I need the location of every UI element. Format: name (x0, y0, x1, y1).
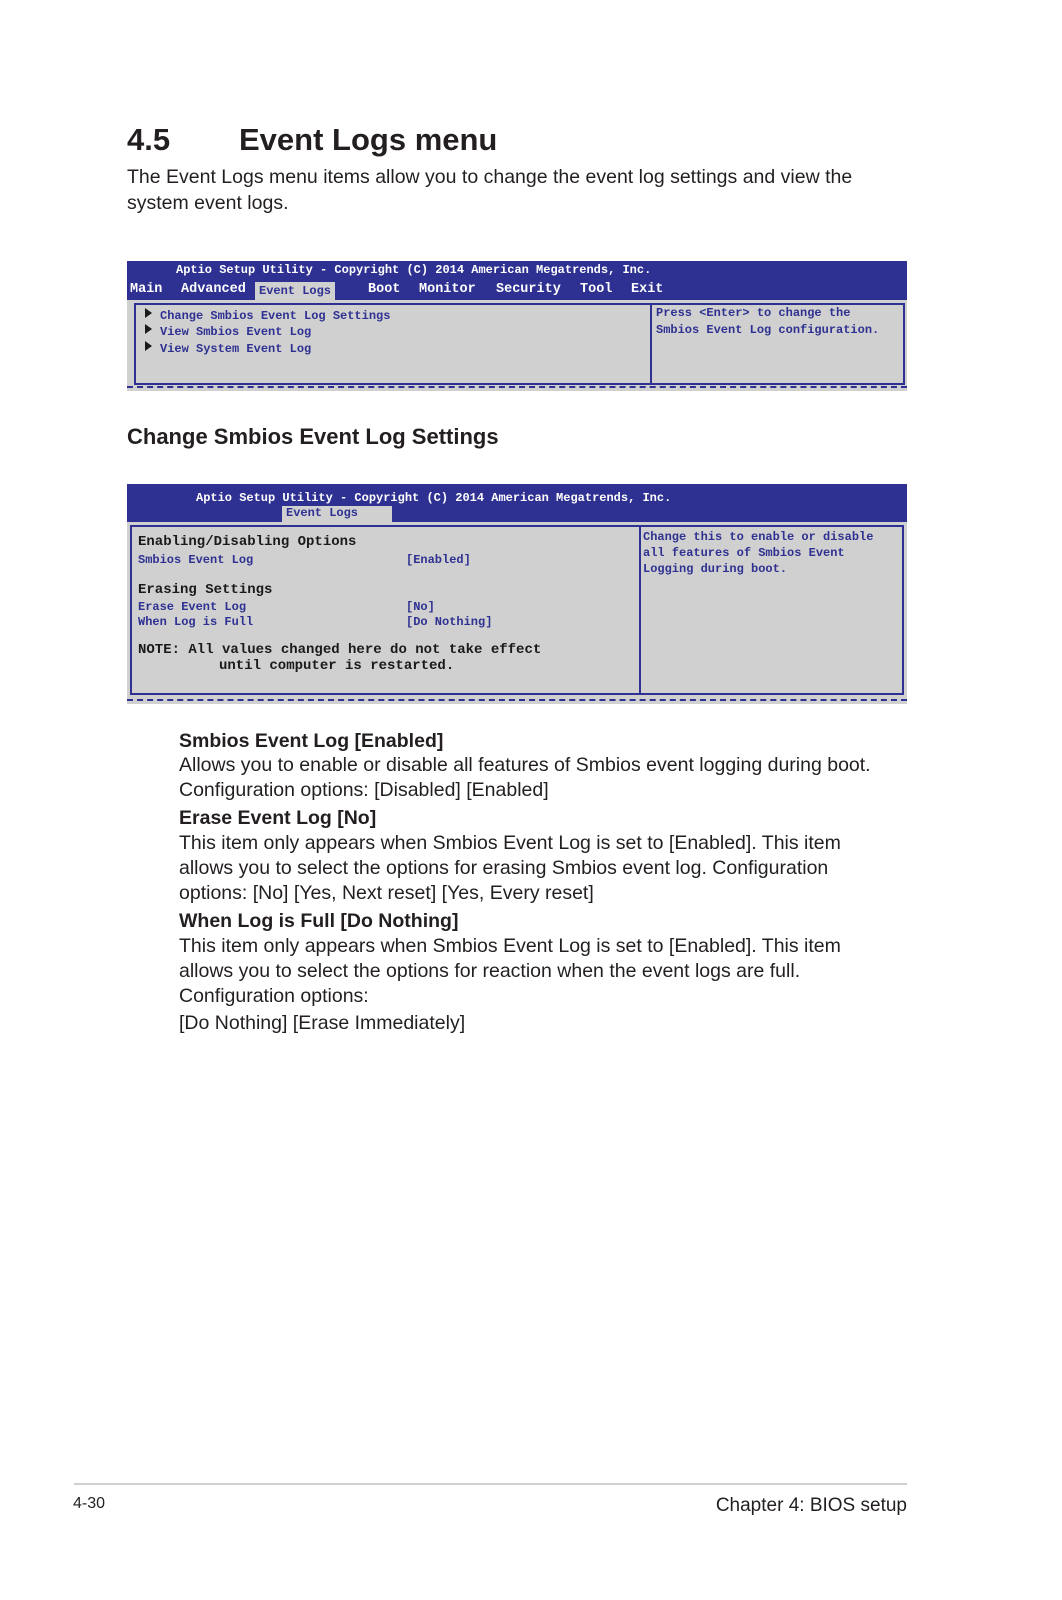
when-log-full-label[interactable]: When Log is Full (138, 615, 254, 629)
when-log-full-description: This item only appears when Smbios Event Log is set to [Enabled]. This item allows you to select the options for reaction when the event logs are full. Configuration options: (179, 935, 841, 1007)
menu-boot[interactable]: Boot (368, 282, 401, 297)
bios-copyright: Aptio Setup Utility - Copyright (C) 2014 American Megatrends, Inc. (176, 263, 652, 277)
bios-screen-event-logs-menu (127, 261, 907, 391)
smbios-event-log-heading: Smbios Event Log [Enabled] (179, 730, 444, 752)
group-title-erasing: Erasing Settings (138, 582, 273, 598)
bios-header-bar (127, 484, 907, 522)
chapter-title: Chapter 4: BIOS setup (715, 1495, 907, 1516)
erase-event-log-label[interactable]: Erase Event Log (138, 600, 247, 614)
section-title: Event Logs menu (239, 122, 498, 157)
bios-screen-smbios-settings (127, 484, 907, 704)
submenu-arrow-icon (145, 308, 152, 318)
menu-event-logs[interactable]: Event Logs (282, 506, 392, 522)
page-number: 4-30 (73, 1495, 106, 1512)
erase-event-log-heading: Erase Event Log [No] (179, 807, 377, 829)
when-log-full-options: [Do Nothing] [Erase Immediately] (179, 1012, 466, 1034)
when-log-full-value[interactable]: [Do Nothing] (406, 615, 493, 629)
menu-exit[interactable]: Exit (631, 282, 664, 297)
menu-advanced[interactable]: Advanced (181, 282, 246, 297)
group-title-enabling: Enabling/Disabling Options (138, 534, 357, 550)
submenu-arrow-icon (145, 324, 152, 334)
item-view-system-log[interactable]: View System Event Log (160, 342, 312, 356)
help-text-line-3: Logging during boot. (643, 562, 788, 576)
help-text-line-1: Change this to enable or disable (643, 530, 874, 544)
help-text-line-2: Smbios Event Log configuration. (656, 323, 880, 337)
when-log-full-heading: When Log is Full [Do Nothing] (179, 910, 459, 932)
smbios-event-log-description: Allows you to enable or disable all features of Smbios event logging during boot. (179, 754, 871, 776)
help-text-line-1: Press <Enter> to change the (656, 306, 851, 320)
footer-rule (74, 1483, 907, 1485)
menu-tool[interactable]: Tool (580, 282, 613, 297)
item-view-smbios-log[interactable]: View Smbios Event Log (160, 325, 312, 339)
menu-main[interactable]: Main (130, 282, 163, 297)
bios-panel-divider (639, 525, 641, 695)
bios-panel-divider (650, 303, 652, 385)
section-number: 4.5 (127, 122, 171, 157)
submenu-arrow-icon (145, 341, 152, 351)
bios-dashed-bottom (127, 699, 907, 701)
bios-header-bar (127, 261, 907, 300)
smbios-event-log-value[interactable]: [Enabled] (406, 553, 471, 567)
smbios-event-log-options: Configuration options: [Disabled] [Enabled] (179, 779, 549, 801)
erase-event-log-value[interactable]: [No] (406, 600, 435, 614)
bios-dashed-bottom (127, 386, 907, 388)
smbios-event-log-label[interactable]: Smbios Event Log (138, 553, 254, 567)
intro-paragraph: The Event Logs menu items allow you to change the event log settings and view the system event logs. (127, 166, 853, 214)
menu-event-logs[interactable]: Event Logs (255, 282, 335, 300)
bios-copyright: Aptio Setup Utility - Copyright (C) 2014 American Megatrends, Inc. (196, 491, 672, 505)
erase-event-log-description: This item only appears when Smbios Event Log is set to [Enabled]. This item allows you to select the options for erasing Smbios event log. Configuration options: [No] [Yes, Next reset] [Yes, Every reset] (179, 832, 841, 904)
menu-monitor[interactable]: Monitor (419, 282, 476, 297)
item-change-smbios-settings[interactable]: Change Smbios Event Log Settings (160, 309, 391, 323)
menu-security[interactable]: Security (496, 282, 561, 297)
help-text-line-2: all features of Smbios Event (643, 546, 845, 560)
note-line-1: NOTE: All values changed here do not take effect (138, 642, 542, 658)
subsection-title: Change Smbios Event Log Settings (127, 424, 499, 449)
note-line-2: until computer is restarted. (219, 658, 455, 674)
